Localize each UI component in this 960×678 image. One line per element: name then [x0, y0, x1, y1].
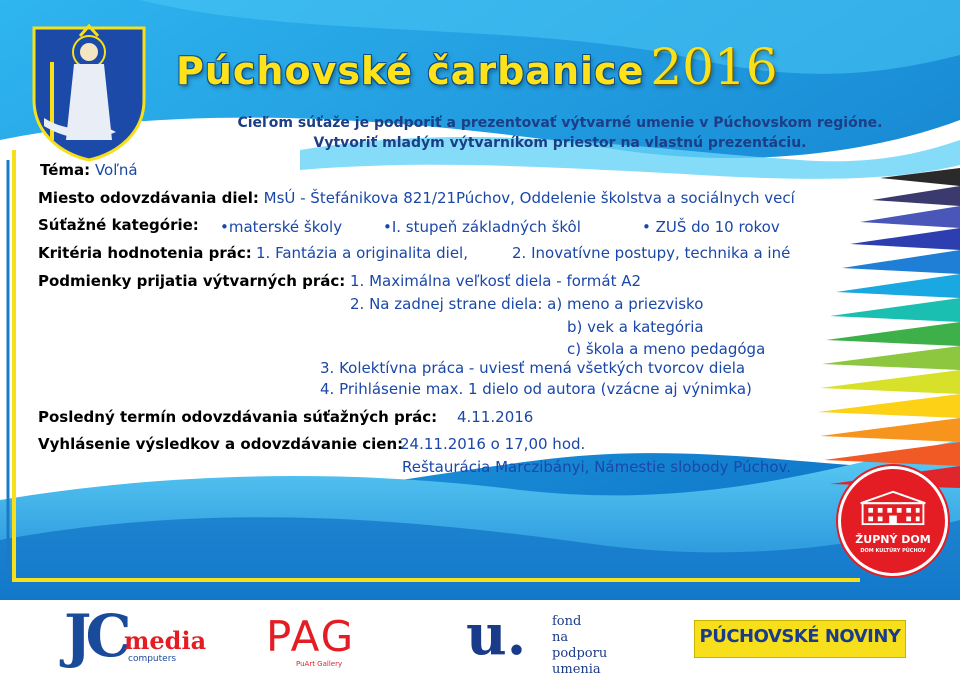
conditions-row	[38, 272, 345, 290]
intro-line-2: Vytvoriť mladým výtvarníkom priestor na vlastnú prezentáciu.	[313, 135, 807, 151]
jc-computers: computers	[128, 654, 177, 664]
condition-item: c) škola a meno pedagóga	[567, 340, 766, 358]
place-label: Miesto odovzdávania diel:	[38, 189, 259, 207]
theme-value: Voľná	[94, 161, 138, 179]
pag-text: PAG	[266, 612, 356, 661]
category-item: •materské školy	[220, 218, 343, 236]
page-title	[176, 38, 778, 96]
town-coat-of-arms	[20, 22, 158, 162]
theme-row	[40, 161, 138, 179]
zupny-dom-badge	[838, 466, 948, 576]
theme-label: Téma:	[40, 161, 91, 179]
building-icon	[855, 487, 931, 527]
criteria-label: Kritéria hodnotenia prác:	[38, 244, 252, 262]
jc-media: media	[124, 626, 207, 655]
criteria-item: 1. Fantázia a originalita diel,	[256, 244, 468, 262]
category-item: •I. stupeň základných škôl	[383, 218, 581, 236]
categories-label: Súťažné kategórie:	[38, 216, 199, 234]
fond-line: fond	[552, 614, 582, 629]
intro-line-1: Cieľom súťaže je podporiť a prezentovať výtvarné umenie v Púchovskom regióne.	[237, 115, 883, 131]
condition-item: 1. Maximálna veľkosť diela - formát A2	[350, 272, 642, 290]
results-value: 24.11.2016 o 17,00 hod.	[400, 435, 586, 453]
sponsor-footer	[0, 600, 960, 678]
fond-line: umenia	[552, 662, 601, 677]
results-label: Vyhlásenie výsledkov a odovzdávanie cien:	[38, 435, 404, 453]
conditions-label: Podmienky prijatia výtvarných prác:	[38, 272, 346, 290]
title-year: 2016	[650, 38, 778, 96]
fond-logo	[466, 602, 626, 677]
noviny-text: PÚCHOVSKÉ NOVINY	[699, 626, 901, 647]
jcmedia-logo	[64, 602, 207, 670]
pag-sub: PuArt Gallery	[296, 660, 343, 668]
criteria-item: 2. Inovatívne postupy, technika a iné	[512, 244, 791, 262]
intro-text	[180, 113, 940, 153]
badge-sub: DOM KULTÚRY PÚCHOV	[860, 548, 926, 554]
place-value: MsÚ - Štefánikova 821/21Púchov, Oddelenie školstva a sociálnych vecí	[263, 189, 795, 207]
condition-item: 2. Na zadnej strane diela: a) meno a priezvisko	[350, 295, 704, 313]
fond-line: na podporu	[552, 630, 608, 661]
category-item: • ZUŠ do 10 rokov	[642, 218, 780, 236]
place-row	[38, 189, 795, 207]
deadline-label: Posledný termín odovzdávania súťažných prác:	[38, 408, 438, 426]
categories-row	[38, 216, 199, 234]
deadline-row	[38, 408, 437, 426]
deadline-value: 4.11.2016	[457, 408, 534, 426]
fond-mark: u.	[466, 602, 527, 668]
noviny-logo	[694, 620, 906, 658]
criteria-row	[38, 244, 252, 262]
pag-logo	[266, 612, 386, 668]
condition-item: b) vek a kategória	[567, 318, 704, 336]
results-place: Reštaurácia Marczibányi, Námestie slobody Púchov.	[402, 458, 792, 476]
jc-letters: JC	[64, 602, 126, 670]
condition-item: 3. Kolektívna práca - uviesť mená všetkých tvorcov diela	[320, 359, 746, 377]
title-text: Púchovské čarbanice	[176, 49, 645, 93]
condition-item: 4. Prihlásenie max. 1 dielo od autora (vzácne aj výnimka)	[320, 380, 752, 398]
results-row	[38, 435, 403, 453]
badge-name: ŽUPNÝ DOM	[855, 533, 931, 546]
